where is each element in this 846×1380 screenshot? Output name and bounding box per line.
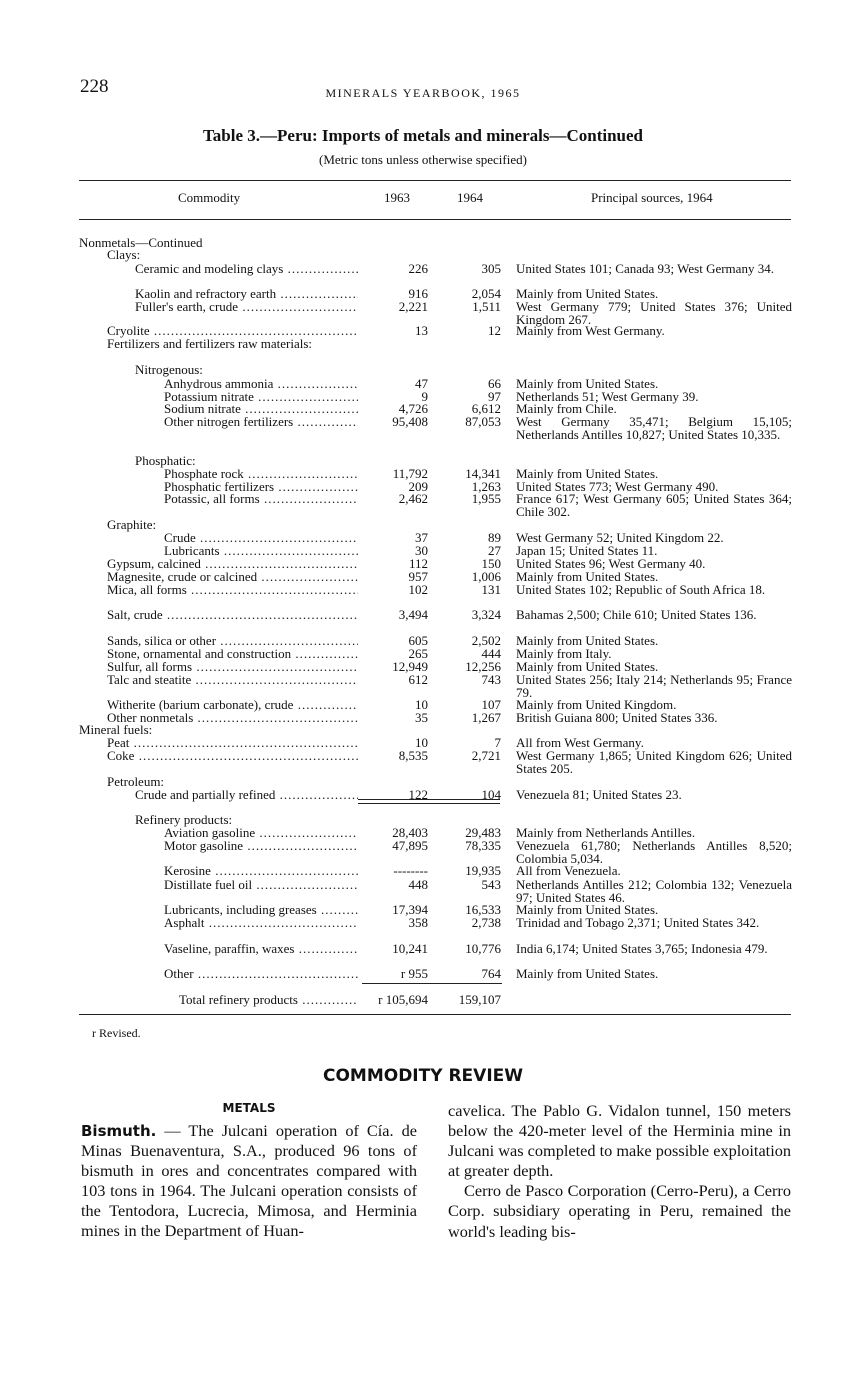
row-sources: All from West Germany. [516,735,644,750]
row-value-1964: 19,935 [465,863,501,878]
row-sources: Mainly from Italy. [516,646,612,661]
row-label: Ceramic and modeling clays ..... [135,263,358,276]
row-sources: Netherlands Antilles 212; Colombia 132; Venezuela 97; United States 46. [516,877,792,905]
row-value-1964: 6,612 [471,401,501,416]
row-sources: United States 256; Italy 214; Netherlands 95; France 79. [516,672,792,700]
row-value-1963: 10,241 [392,941,428,956]
row-sources: Mainly from Netherlands Antilles. [516,825,696,840]
row-label: Witherite (barium carbonate), crude ..... [107,699,358,712]
row-sources: Japan 15; United States 11. [516,543,658,558]
row-label: Nitrogenous: [135,364,203,377]
row-sources: Mainly from United States. [516,286,659,301]
header-sources: Principal sources, 1964 [591,190,713,205]
row-value-1964: 1,006 [471,569,501,584]
row-value-1963: 3,494 [398,607,428,622]
row-label: Mica, all forms ..... [107,584,358,597]
row-value-1963: 226 [408,261,428,276]
row-label: Sodium nitrate ..... [164,403,358,416]
row-value-1964: 16,533 [465,902,501,917]
row-value-1963: 17,394 [392,902,428,917]
row-sources: Mainly from United States. [516,659,659,674]
row-value-1964: 543 [481,877,501,892]
row-label: Anhydrous ammonia ..... [164,378,358,391]
row-sources: Bahamas 2,500; Chile 610; United States 136. [516,607,757,622]
row-value-1964: 66 [488,376,501,391]
row-sources: Venezuela 61,780; Netherlands Antilles 8,520; Colombia 5,034. [516,838,792,866]
row-value-1963: 957 [408,569,428,584]
row-value-1964: 444 [481,646,501,661]
row-value-1964: 131 [481,582,501,597]
double-rule-bottom [358,803,500,804]
row-value-1964: 29,483 [465,825,501,840]
row-value-1963: 47 [415,376,428,391]
row-value-1963: 9 [421,389,428,404]
row-sources: West Germany 779; United States 376; United Kingdom 267. [516,299,792,327]
row-value-1964: 27 [488,543,501,558]
row-value-1964: 305 [481,261,501,276]
row-value-1963: 4,726 [398,401,428,416]
table-top-rule [79,180,791,181]
row-sources: India 6,174; United States 3,765; Indonesia 479. [516,941,768,956]
row-label: Clays: [107,249,141,262]
row-sources: Mainly from West Germany. [516,323,665,338]
row-value-1963: 12,949 [392,659,428,674]
row-sources: France 617; West Germany 605; United States 364; Chile 302. [516,491,792,519]
row-label: Potassium nitrate ..... [164,391,358,404]
row-sources: Mainly from United States. [516,966,659,981]
header-1964: 1964 [457,190,483,205]
row-sources: Netherlands 51; West Germany 39. [516,389,699,404]
row-sources: United States 101; Canada 93; West Germany 34. [516,261,774,276]
row-label: Salt, crude ..... [107,609,358,622]
header-1963: 1963 [384,190,410,205]
row-label: Crude and partially refined ..... [135,789,358,802]
row-label: Gypsum, calcined ..... [107,558,358,571]
row-value-1964: 104 [481,787,501,802]
row-value-1963: r 105,694 [378,992,428,1007]
row-value-1963: 95,408 [392,414,428,429]
row-label: Magnesite, crude or calcined ..... [107,571,358,584]
row-value-1964: 12 [488,323,501,338]
row-value-1963: 916 [408,286,428,301]
row-label: Crude ..... [164,532,358,545]
row-value-1963: r 955 [400,966,428,981]
row-label: Peat ..... [107,737,358,750]
row-value-1963: 35 [415,710,428,725]
row-value-1964: 10,776 [465,941,501,956]
row-label: Fuller's earth, crude ..... [135,301,358,314]
cerro-paragraph: Cerro de Pasco Corporation (Cerro-Peru), a Cerro Corp. subsidiary operating in Peru, remained the world's leading bis- [448,1181,791,1241]
row-value-1963: 28,403 [392,825,428,840]
row-value-1964: 1,263 [471,479,501,494]
row-label: Potassic, all forms ..... [164,493,358,506]
text-column-2 [448,1101,791,1242]
row-label: Lubricants ..... [164,545,358,558]
row-sources: West Germany 52; United Kingdom 22. [516,530,724,545]
row-label: Fertilizers and fertilizers raw materials: [107,338,313,351]
bismuth-lead: Bismuth. [81,1122,157,1140]
row-value-1963: 112 [408,556,428,571]
row-sources: Mainly from United States. [516,569,659,584]
row-label: Refinery products: [135,814,233,827]
tunnel-paragraph: cavelica. The Pablo G. Vidalon tunnel, 150 meters below the 420-meter level of the Herminia mine in Julcani was completed to make possible exploitation at greater depth. [448,1101,791,1181]
header-commodity: Commodity [178,190,241,205]
row-value-1964: 2,721 [471,748,501,763]
row-sources: West Germany 35,471; Belgium 15,105; Netherlands Antilles 10,827; United States 10,335. [516,414,792,442]
row-label: Total refinery products ..... [179,994,358,1007]
running-head: MINERALS YEARBOOK, 1965 [325,86,521,100]
row-sources: United States 102; Republic of South Africa 18. [516,582,766,597]
row-label: Other nonmetals ..... [107,712,358,725]
row-label: Sands, silica or other ..... [107,635,358,648]
table-subtitle: (Metric tons unless otherwise specified) [319,152,527,167]
row-label: Stone, ornamental and construction ..... [107,648,358,661]
row-label: Vaseline, paraffin, waxes ..... [164,943,358,956]
row-label: Phosphatic: [135,455,196,468]
row-label: Mineral fuels: [79,724,153,737]
bismuth-paragraph: — The Julcani operation of Cía. de Minas Buenaventura, S.A., produced 96 tons of bismuth in ores and concentrates compared with 103 tons in 1964. The Julcani operation consists of the Tentodora, Lucrecia, Mimosa, and Herminia mines in the Department of Huan- [81,1121,417,1241]
row-value-1964: 2,502 [471,633,501,648]
row-label: Cryolite ..... [107,325,358,338]
row-value-1963: 11,792 [392,466,428,481]
row-label: Distillate fuel oil ..... [164,879,358,892]
row-sources: West Germany 1,865; United Kingdom 626; United States 205. [516,748,792,776]
row-label: Other nitrogen fertilizers ..... [164,416,358,429]
row-sources: Venezuela 81; United States 23. [516,787,682,802]
row-value-1963: 122 [408,787,428,802]
row-value-1963: 10 [415,697,428,712]
row-sources: United States 96; West Germany 40. [516,556,706,571]
row-sources: Mainly from United Kingdom. [516,697,677,712]
table-bottom-rule [79,1014,791,1015]
row-label: Phosphate rock ..... [164,468,358,481]
page-number: 228 [80,76,109,97]
row-value-1963: 612 [408,672,428,687]
total-rule [362,983,502,984]
row-sources: Trinidad and Tobago 2,371; United States 342. [516,915,760,930]
row-label: Motor gasoline ..... [164,840,358,853]
row-value-1963: 102 [408,582,428,597]
row-value-1964: 1,267 [471,710,501,725]
row-sources: Mainly from United States. [516,633,659,648]
row-label: Kaolin and refractory earth ..... [135,288,358,301]
double-rule-top [358,799,500,800]
row-value-1963: 209 [408,479,428,494]
row-sources: Mainly from United States. [516,902,659,917]
row-value-1964: 1,511 [472,299,501,314]
row-value-1963: 37 [415,530,428,545]
row-value-1963: 47,895 [392,838,428,853]
row-value-1963: 10 [415,735,428,750]
row-value-1963: 2,462 [398,491,428,506]
footnote: r Revised. [92,1026,141,1040]
row-value-1964: 743 [481,672,501,687]
row-value-1964: 2,738 [471,915,501,930]
row-label: Coke ..... [107,750,358,763]
row-value-1964: 97 [488,389,501,404]
row-value-1964: 159,107 [458,992,501,1007]
row-value-1964: 764 [481,966,501,981]
row-value-1963: 2,221 [398,299,428,314]
row-label: Phosphatic fertilizers ..... [164,481,358,494]
row-value-1963: -------- [393,863,428,878]
row-value-1964: 87,053 [465,414,501,429]
subsection-title: METALS [222,1101,276,1115]
row-value-1964: 12,256 [465,659,501,674]
row-value-1964: 7 [494,735,501,750]
row-sources: Mainly from United States. [516,466,659,481]
row-value-1964: 1,955 [471,491,501,506]
row-sources: All from Venezuela. [516,863,621,878]
row-label: Aviation gasoline ..... [164,827,358,840]
table-title: Table 3.—Peru: Imports of metals and minerals—Continued [203,126,643,145]
row-value-1963: 448 [408,877,428,892]
row-value-1964: 107 [481,697,501,712]
row-sources: Mainly from Chile. [516,401,617,416]
section-title: COMMODITY REVIEW [322,1066,524,1086]
row-value-1964: 3,324 [471,607,501,622]
row-value-1963: 605 [408,633,428,648]
row-label: Petroleum: [107,776,165,789]
row-sources: United States 773; West Germany 490. [516,479,719,494]
row-value-1964: 150 [481,556,501,571]
row-value-1964: 14,341 [465,466,501,481]
row-label: Nonmetals—Continued [79,237,203,250]
row-value-1964: 2,054 [471,286,501,301]
row-sources: Mainly from United States. [516,376,659,391]
row-value-1963: 265 [408,646,428,661]
text-column-1 [81,1121,417,1242]
row-value-1963: 13 [415,323,428,338]
row-value-1964: 89 [488,530,501,545]
row-label: Sulfur, all forms ..... [107,661,358,674]
row-label: Asphalt ..... [164,917,358,930]
row-label: Talc and steatite ..... [107,674,358,687]
row-value-1963: 358 [408,915,428,930]
row-sources: British Guiana 800; United States 336. [516,710,718,725]
row-label: Graphite: [107,519,157,532]
row-label: Lubricants, including greases ..... [164,904,358,917]
row-value-1963: 8,535 [398,748,428,763]
row-label: Other ..... [164,968,358,981]
row-value-1964: 78,335 [465,838,501,853]
row-label: Kerosine ..... [164,865,358,878]
header-rule [79,219,791,220]
row-value-1963: 30 [415,543,428,558]
